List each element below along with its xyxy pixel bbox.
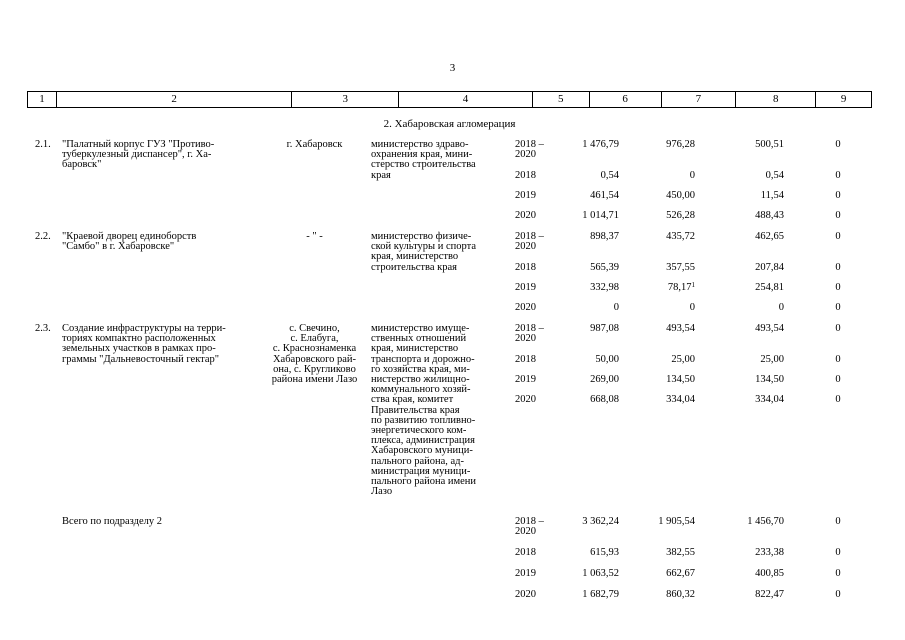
item-number: 2.2.: [35, 231, 51, 242]
item-name-line: земельных участков в рамках про-: [62, 343, 216, 355]
item-ministry-line: энергетического ком-: [371, 425, 467, 437]
cell-total: 50,00: [595, 354, 619, 365]
cell-col8: 254,81: [755, 282, 784, 293]
cell-col7: 0: [689, 302, 695, 313]
item-number: 2.1.: [35, 139, 51, 150]
row-year: [515, 517, 544, 537]
item-place-line: г. Хабаровск: [286, 139, 343, 150]
cell-col7: 976,28: [666, 139, 695, 150]
item-ministry-line: Лазо: [371, 486, 393, 498]
item-ministry: [371, 324, 476, 497]
item-ministry-line: го хозяйства края, ми-: [371, 363, 470, 375]
cell-col7: 134,50: [666, 374, 695, 385]
row-year: [515, 232, 544, 252]
item-name: [62, 324, 226, 365]
header-col-5: 5: [533, 92, 590, 107]
item-ministry-line: нистерство жилищно-: [371, 374, 470, 386]
item-ministry-line: коммунального хозяй-: [371, 384, 471, 396]
section-title: 2. Хабаровская агломерация: [383, 118, 516, 130]
cell-col8: 25,00: [760, 354, 784, 365]
row-year-line: 2020: [515, 526, 536, 538]
cell-total: 565,39: [590, 262, 619, 273]
row-year-line: 2020: [515, 149, 536, 161]
item-place-line: с. Елабуга,: [290, 333, 339, 345]
item-ministry-line: края: [371, 169, 391, 181]
footnote-mark: 1: [691, 281, 695, 289]
cell-col9: 0: [835, 374, 841, 385]
total-label: Всего по подразделу 2: [62, 516, 163, 527]
header-col-4: 4: [399, 92, 533, 107]
cell-col8: 0,54: [765, 170, 784, 181]
item-name-line: ториях компактно расположенных: [62, 333, 216, 345]
row-year: [515, 324, 544, 344]
cell-col9: 0: [835, 190, 841, 201]
item-ministry-line: пального района имени: [371, 476, 477, 488]
item-place-line: она, с. Кругликово: [273, 363, 356, 375]
header-col-7: 7: [662, 92, 737, 107]
table-header: [27, 91, 872, 108]
cell-col8: 462,65: [755, 231, 784, 242]
cell-total: 987,08: [590, 323, 619, 334]
row-year: 2020: [515, 210, 536, 221]
cell-col9: 0: [835, 516, 841, 527]
cell-col8: 11,54: [760, 190, 784, 201]
cell-col7: 493,54: [666, 323, 695, 334]
item-name-line: "Палатный корпус ГУЗ "Противо-: [62, 139, 215, 150]
cell-col9: 0: [835, 262, 841, 273]
item-name-line: Создание инфраструктуры на терри-: [62, 323, 226, 334]
item-place: [262, 232, 367, 242]
row-year: 2019: [515, 374, 536, 385]
item-name-line: "Самбо" в г. Хабаровске": [62, 241, 175, 253]
item-ministry-line: пального района, ад-: [371, 455, 464, 467]
cell-col8: 1 456,70: [747, 516, 784, 527]
item-place-line: Хабаровского рай-: [272, 353, 357, 365]
header-col-9: 9: [840, 93, 847, 105]
cell-col7: 526,28: [666, 210, 695, 221]
item-ministry-line: министрация муници-: [371, 465, 471, 477]
cell-col8: 233,38: [755, 547, 784, 558]
cell-col9: 0: [835, 302, 841, 313]
item-ministry-line: Правительства края: [371, 404, 460, 416]
item-ministry-line: плекса, администрация: [371, 435, 475, 447]
cell-col7: 860,32: [666, 589, 695, 600]
item-ministry-line: министерство имуще-: [371, 323, 470, 334]
row-year-line: 2020: [515, 333, 536, 345]
header-col-3: 3: [292, 92, 399, 107]
cell-total: 3 362,24: [582, 516, 619, 527]
cell-total: 898,37: [590, 231, 619, 242]
cell-col9: 0: [835, 568, 841, 579]
item-ministry-line: министерство здраво-: [371, 139, 469, 150]
item-place-line: района имени Лазо: [271, 374, 358, 386]
item-ministry-line: транспорта и дорожно-: [371, 353, 475, 365]
row-year: 2018: [515, 262, 536, 273]
header-col-8: 8: [736, 92, 816, 107]
cell-col8: 488,43: [755, 210, 784, 221]
cell-total: 1 682,79: [582, 589, 619, 600]
cell-total: 461,54: [590, 190, 619, 201]
cell-col7: 450,00: [666, 190, 695, 201]
cell-total: 0,54: [600, 170, 619, 181]
cell-col9: 0: [835, 323, 841, 334]
cell-total: 332,98: [590, 282, 619, 293]
item-ministry-line: ственных отношений: [371, 333, 467, 345]
row-year-line: 2020: [515, 241, 536, 253]
item-ministry: [371, 232, 476, 273]
item-place: [262, 324, 367, 385]
cell-col8: 334,04: [755, 394, 784, 405]
cell-col8: 207,84: [755, 262, 784, 273]
item-name: [62, 232, 196, 252]
cell-col7: 382,55: [666, 547, 695, 558]
row-year: 2020: [515, 394, 536, 405]
cell-col7: 0: [689, 170, 695, 181]
item-place-line: - " -: [306, 231, 323, 242]
cell-col9: 0: [835, 547, 841, 558]
row-year: [515, 140, 544, 160]
cell-col8: 500,51: [755, 139, 784, 150]
cell-col7: 334,04: [666, 394, 695, 405]
row-year: 2020: [515, 302, 536, 313]
cell-total: 615,93: [590, 547, 619, 558]
item-name-line: граммы "Дальневосточный гектар": [62, 353, 220, 365]
item-ministry-line: Хабаровского муници-: [371, 445, 473, 457]
cell-total: 0: [613, 302, 619, 313]
cell-col9: 0: [835, 231, 841, 242]
item-place: [262, 140, 367, 150]
item-ministry: [371, 140, 476, 181]
cell-col7: 1 905,54: [658, 516, 695, 527]
item-ministry-line: министерство физиче-: [371, 231, 472, 242]
row-year-line: 2018 –: [515, 516, 544, 527]
item-ministry-line: охранения края, мини-: [371, 149, 473, 161]
row-year-line: 2018 –: [515, 323, 544, 334]
cell-col7: 435,72: [666, 231, 695, 242]
item-ministry-line: края, министерство: [371, 251, 459, 263]
item-name: [62, 140, 214, 171]
row-year-line: 2018 –: [515, 139, 544, 150]
item-name-line: туберкулезный диспансер", г. Ха-: [62, 149, 212, 161]
row-year: 2019: [515, 568, 536, 579]
cell-col8: 822,47: [755, 589, 784, 600]
item-name-line: "Краевой дворец единоборств: [62, 231, 197, 242]
item-number: 2.3.: [35, 323, 51, 334]
cell-col9: 0: [835, 282, 841, 293]
item-name-line: баровск": [62, 159, 102, 171]
cell-col9: 0: [835, 139, 841, 150]
cell-total: 1 014,71: [582, 210, 619, 221]
header-col-2: 2: [57, 92, 292, 107]
item-ministry-line: края, министерство: [371, 343, 459, 355]
cell-col7: 662,67: [666, 568, 695, 579]
cell-col9: 0: [835, 589, 841, 600]
row-year: 2019: [515, 190, 536, 201]
cell-col9: 0: [835, 354, 841, 365]
row-year: 2018: [515, 170, 536, 181]
cell-total: 1 476,79: [582, 139, 619, 150]
cell-col7: 25,00: [671, 354, 695, 365]
cell-col8: 493,54: [755, 323, 784, 334]
item-ministry-line: стерство строительства: [371, 159, 476, 171]
item-place-line: с. Краснознаменка: [272, 343, 357, 355]
row-year: 2020: [515, 589, 536, 600]
cell-col8: 0: [778, 302, 784, 313]
item-ministry-line: ства края, комитет: [371, 394, 454, 406]
item-ministry-line: по развитию топливно-: [371, 414, 476, 426]
cell-total: 1 063,52: [582, 568, 619, 579]
row-year: 2019: [515, 282, 536, 293]
page-number: 3: [449, 62, 456, 74]
cell-total: 668,08: [590, 394, 619, 405]
cell-col7: 357,55: [666, 262, 695, 273]
cell-value: 78,17: [667, 282, 692, 293]
cell-total: 269,00: [590, 374, 619, 385]
header-col-6: 6: [590, 92, 662, 107]
item-ministry-line: строительства края: [371, 261, 457, 273]
item-ministry-line: ской культуры и спорта: [371, 241, 476, 253]
cell-col9: 0: [835, 394, 841, 405]
row-year: 2018: [515, 354, 536, 365]
cell-col8: 134,50: [755, 374, 784, 385]
cell-col9: 0: [835, 170, 841, 181]
item-place-line: с. Свечино,: [289, 323, 340, 334]
cell-col9: 0: [835, 210, 841, 221]
cell-col8: 400,85: [755, 568, 784, 579]
row-year-line: 2018 –: [515, 231, 544, 242]
row-year: 2018: [515, 547, 536, 558]
header-col-1: 1: [28, 92, 57, 107]
cell-col7: [635, 283, 695, 293]
